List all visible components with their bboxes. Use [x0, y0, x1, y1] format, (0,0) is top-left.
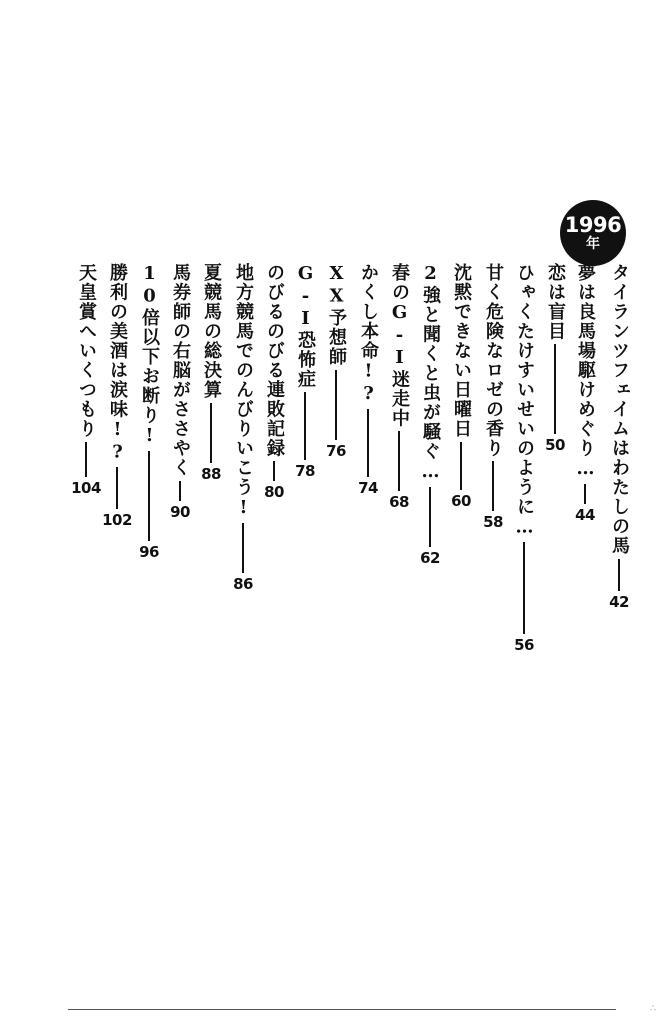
toc-entry-title: G-I恐怖症 — [295, 263, 316, 389]
toc-entry — [480, 263, 506, 531]
toc-entry-title: 10倍以下お断り! — [139, 263, 160, 448]
toc-entry-title: 馬券師の右脳がささやく — [170, 263, 191, 478]
leader-line — [273, 461, 275, 481]
toc-entry-page: 76 — [326, 441, 346, 460]
toc-entry — [261, 263, 287, 501]
toc-entry-page: 80 — [264, 483, 284, 501]
toc-entry-page: 74 — [358, 478, 378, 497]
leader-line — [492, 461, 494, 511]
leader-line — [584, 484, 586, 504]
toc-entry-page: 56 — [514, 636, 534, 654]
toc-entry — [167, 263, 193, 521]
toc-entry — [292, 263, 318, 480]
toc-entry-title: かくし本命!? — [358, 263, 379, 406]
year-badge-number: 1996 — [564, 212, 622, 237]
toc-entry-page: 50 — [545, 436, 565, 454]
leader-line — [116, 467, 118, 509]
leader-line — [429, 487, 431, 547]
leader-line — [242, 523, 244, 573]
toc-entry — [511, 263, 537, 654]
leader-line — [85, 442, 87, 477]
leader-line — [148, 451, 150, 541]
toc-entry-page: 58 — [483, 513, 503, 531]
toc-entry — [448, 263, 474, 510]
toc-entry-title: のびるのびる連敗記録 — [264, 263, 285, 458]
year-badge-unit: 年 — [586, 235, 600, 252]
toc-entry — [73, 263, 99, 497]
toc-entry-title: 甘く危険なロゼの香り — [483, 263, 504, 458]
toc-entry — [198, 263, 224, 483]
toc-entry-title: 2強と聞くと虫が騒ぐ… — [420, 263, 441, 484]
toc-entry — [542, 263, 568, 454]
toc-entry — [230, 263, 256, 593]
toc-entry-page: 88 — [201, 464, 221, 483]
toc-entry-page: 86 — [233, 574, 253, 593]
bottom-rule — [68, 1009, 616, 1010]
toc-entry — [355, 263, 381, 497]
leader-line — [304, 392, 306, 460]
toc-entry-title: 恋は盲目 — [545, 263, 566, 341]
leader-line — [335, 370, 337, 440]
crop-mark: ∴ — [650, 1004, 656, 1014]
toc-entry — [323, 263, 349, 460]
toc-entry-page: 60 — [451, 491, 471, 510]
toc-entry-title: タイランツフェイムはわたしの馬 — [609, 263, 630, 556]
leader-line — [523, 542, 525, 634]
leader-line — [618, 559, 620, 591]
toc-entry — [104, 263, 130, 529]
toc-entry-page: 96 — [139, 542, 159, 561]
toc-entry-title: 勝利の美酒は涙味!? — [107, 263, 128, 464]
toc-entry-page: 42 — [609, 592, 629, 611]
leader-line — [460, 442, 462, 490]
leader-line — [398, 431, 400, 491]
toc-entry-page: 90 — [170, 502, 190, 521]
toc-entry — [417, 263, 443, 567]
toc-entry-page: 102 — [102, 511, 132, 529]
toc-entry-title: ひゃくたけすいせいのように… — [514, 263, 535, 539]
leader-line — [554, 344, 556, 434]
toc-entry — [386, 263, 412, 511]
toc-entry-title: 天皇賞へいくつもり — [76, 263, 97, 439]
toc-entry — [606, 263, 632, 611]
toc-entry — [572, 263, 598, 524]
toc-entry-title: 沈黙できない日曜日 — [451, 263, 472, 439]
toc-entry-page: 44 — [575, 505, 595, 524]
toc-entry-title: XX予想師 — [326, 263, 347, 367]
year-badge — [560, 200, 626, 266]
toc-entry-title: 夏競馬の総決算 — [201, 263, 222, 400]
toc-entry-title: 春のG-I迷走中 — [389, 263, 410, 428]
leader-line — [210, 403, 212, 463]
toc-entry-page: 68 — [389, 493, 409, 511]
leader-line — [367, 409, 369, 477]
leader-line — [179, 481, 181, 501]
toc-entry-title: 夢は良馬場駆けめぐり… — [575, 263, 596, 481]
toc-entry-title: 地方競馬でのんびりいこう! — [233, 263, 254, 520]
toc-entry — [136, 263, 162, 561]
toc-entry-page: 62 — [420, 548, 440, 567]
toc-entry-page: 78 — [295, 462, 315, 480]
toc-entry-page: 104 — [71, 478, 101, 497]
